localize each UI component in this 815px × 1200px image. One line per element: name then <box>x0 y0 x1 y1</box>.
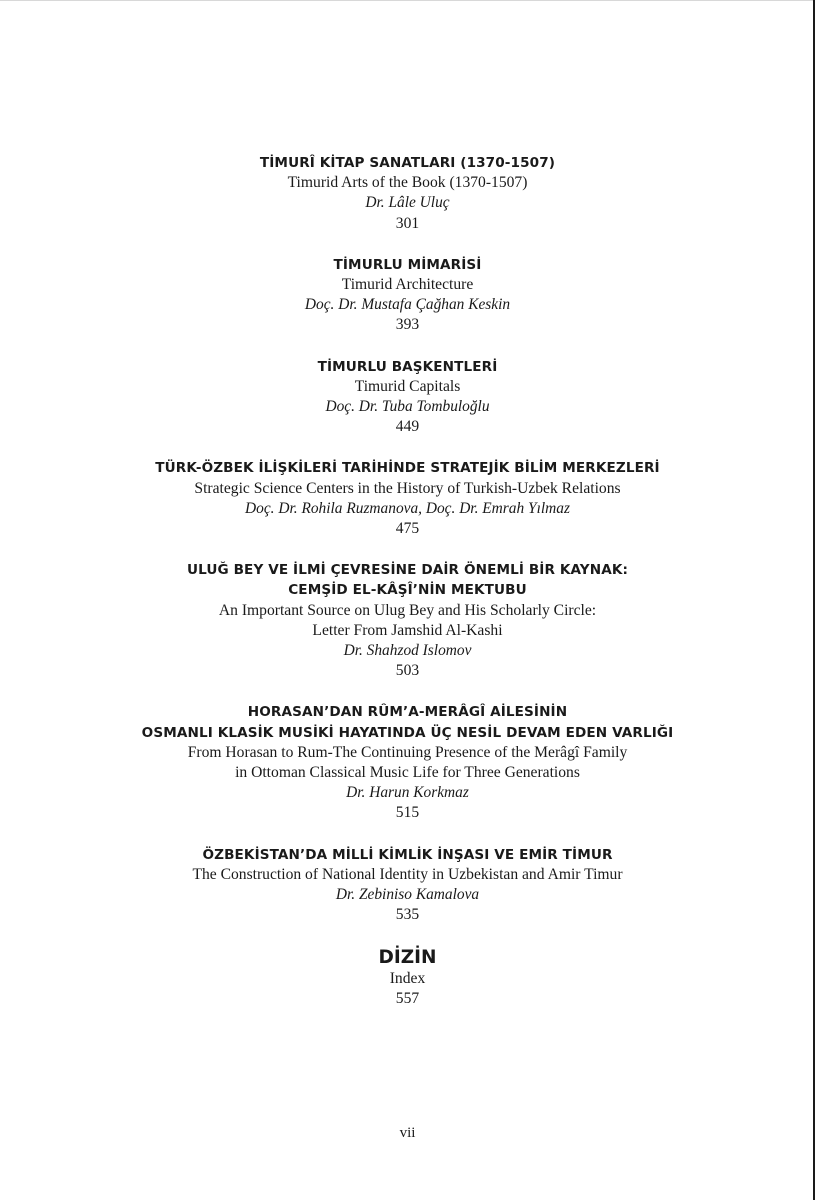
chapter-title-turkish: TİMURLU BAŞKENTLERİ <box>317 358 498 375</box>
chapter-title-english: in Ottoman Classical Music Life for Three Generations <box>235 764 580 782</box>
chapter-title-turkish: CEMŞİD EL-KÂŞÎ’NİN MEKTUBU <box>288 582 527 599</box>
chapter-title-turkish: ULUĞ BEY VE İLMİ ÇEVRESİNE DAİR ÖNEMLİ BİR KAYNAK: <box>186 562 629 579</box>
toc-entry <box>0 357 815 438</box>
toc-entry <box>0 560 815 681</box>
chapter-title-english: Timurid Arts of the Book (1370-1507) <box>287 174 528 192</box>
chapter-author: Dr. Lâle Uluç <box>365 194 450 212</box>
chapter-author: Doç. Dr. Mustafa Çağhan Keskin <box>304 296 511 314</box>
chapter-page-number: 475 <box>395 520 420 538</box>
chapter-title-english: Strategic Science Centers in the History of Turkish-Uzbek Relations <box>194 479 621 497</box>
chapter-page-number: 503 <box>395 662 420 680</box>
toc-entry <box>0 458 815 539</box>
index-page-number: 557 <box>395 989 420 1007</box>
chapter-page-number: 535 <box>395 906 420 924</box>
page-top-edge <box>0 0 815 1</box>
chapter-page-number: 515 <box>395 804 420 822</box>
page-folio: vii <box>399 1125 416 1141</box>
chapter-title-english: Timurid Architecture <box>341 276 474 294</box>
chapter-title-turkish: ÖZBEKİSTAN’DA MİLLİ KİMLİK İNŞASI VE EMİR TİMUR <box>202 846 613 863</box>
toc-entry <box>0 845 815 926</box>
chapter-page-number: 449 <box>395 418 420 436</box>
chapter-title-english: The Construction of National Identity in Uzbekistan and Amir Timur <box>192 865 623 883</box>
chapter-author: Dr. Shahzod Islomov <box>343 642 472 660</box>
chapter-title-english: From Horasan to Rum-The Continuing Presence of the Merâgî Family <box>187 743 628 761</box>
table-of-contents <box>0 153 815 1009</box>
chapter-title-english: An Important Source on Ulug Bey and His Scholarly Circle: <box>218 601 597 619</box>
chapter-page-number: 393 <box>395 316 420 334</box>
chapter-author: Dr. Zebiniso Kamalova <box>335 886 480 904</box>
index-subtitle: Index <box>389 969 426 987</box>
chapter-title-english: Timurid Capitals <box>354 377 461 395</box>
index-entry <box>0 947 815 1009</box>
chapter-title-turkish: TİMURÎ KİTAP SANATLARI (1370-1507) <box>259 155 556 171</box>
chapter-title-turkish: TİMURLU MİMARİSİ <box>333 256 482 273</box>
toc-entry <box>0 702 815 823</box>
index-title: DİZİN <box>378 946 437 968</box>
chapter-title-turkish: OSMANLI KLASİK MUSİKİ HAYATINDA ÜÇ NESİL DEVAM EDEN VARLIĞI <box>141 724 674 741</box>
chapter-author: Dr. Harun Korkmaz <box>346 784 469 802</box>
chapter-author: Doç. Dr. Rohila Ruzmanova, Doç. Dr. Emrah Yılmaz <box>245 499 570 517</box>
toc-entry <box>0 255 815 336</box>
chapter-title-turkish: TÜRK-ÖZBEK İLİŞKİLERİ TARİHİNDE STRATEJİK BİLİM MERKEZLERİ <box>155 460 660 477</box>
toc-entry <box>0 153 815 234</box>
chapter-title-turkish: HORASAN’DAN RÛM’A-MERÂGÎ AİLESİNİN <box>247 704 568 721</box>
chapter-page-number: 301 <box>395 214 420 232</box>
chapter-title-english: Letter From Jamshid Al-Kashi <box>312 621 503 639</box>
chapter-author: Doç. Dr. Tuba Tombuloğlu <box>325 398 490 416</box>
